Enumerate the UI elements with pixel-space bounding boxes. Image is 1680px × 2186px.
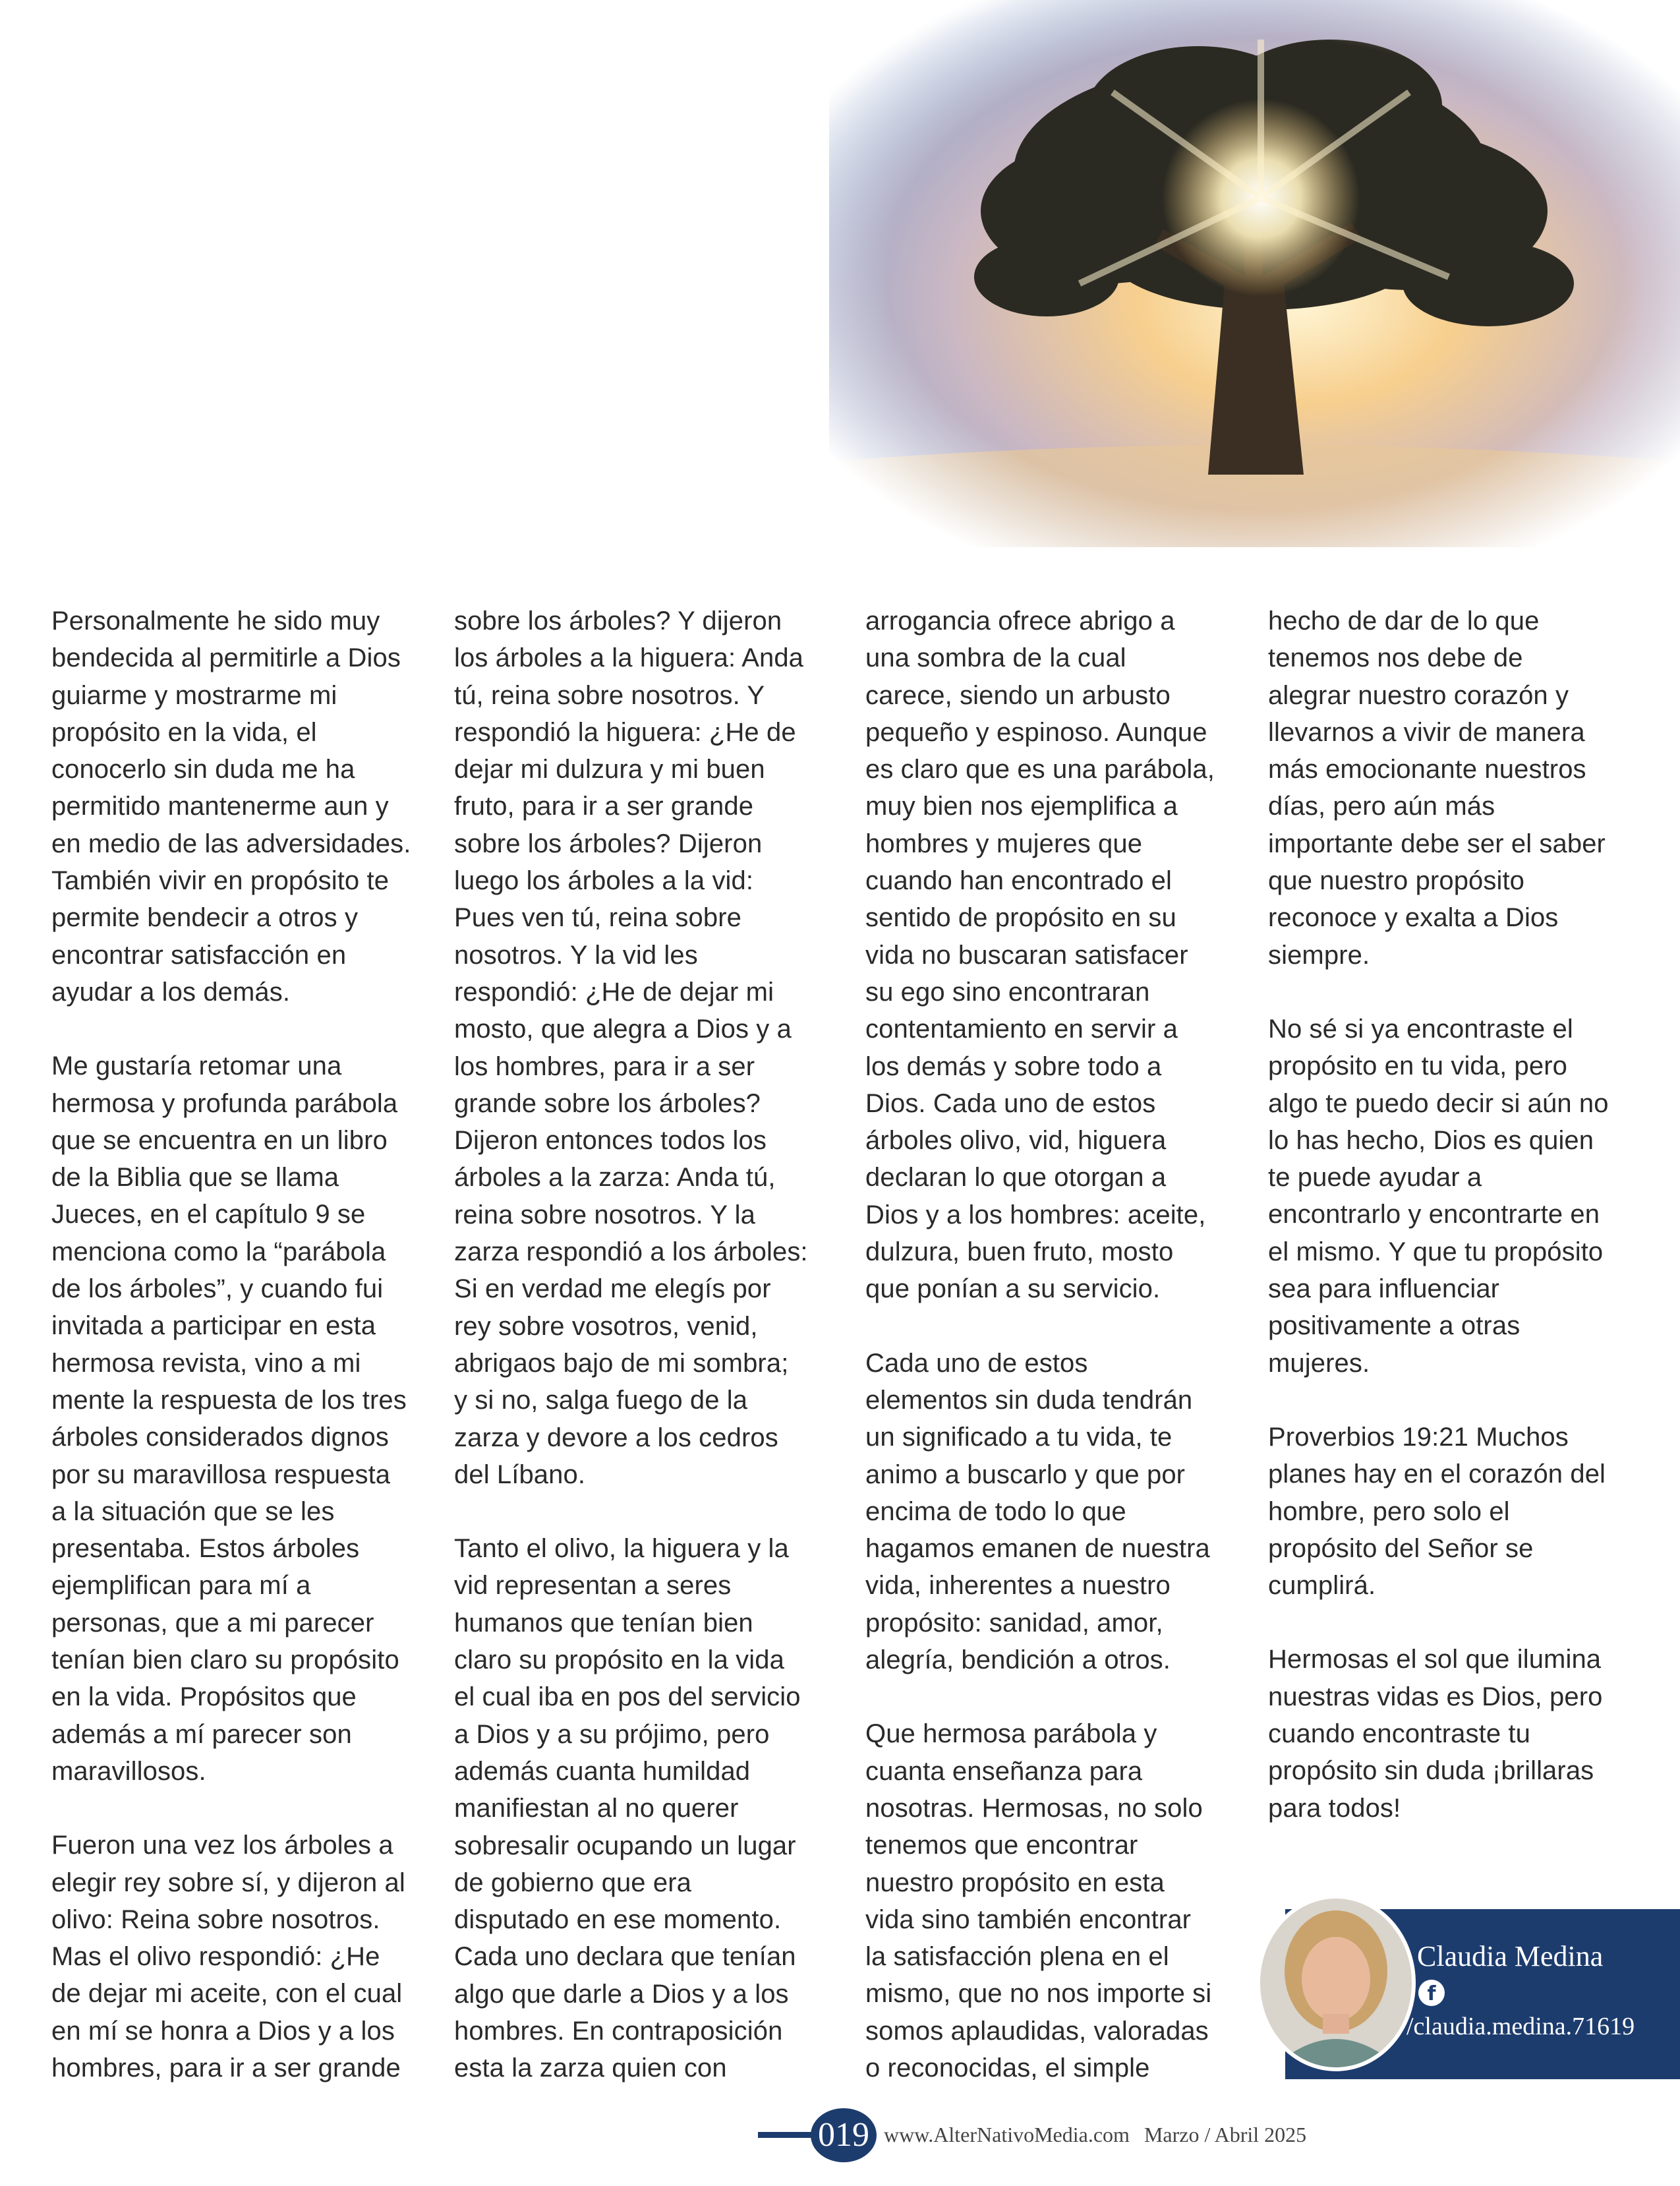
paragraph: Tanto el olivo, la higuera y la vid representan a seres humanos que tenían bien claro su propósito en la vida el cual iba en pos del servicio a Dios y a su prójimo, pero además cuanta humildad manifiestan al no querer sobresalir ocupando un lugar de gobierno que era disputado en ese momento. Cada uno declara que tenían algo que darle a Dios y a los hombres. En contraposición esta la zarza quien con	[454, 1534, 801, 2083]
author-name: Claudia Medina	[1417, 1940, 1604, 1972]
article-column-3	[865, 603, 1254, 2086]
footer-rule	[758, 2132, 819, 2138]
paragraph: Hermosas el sol que ilumina nuestras vidas es Dios, pero cuando encontraste tu propósito sin duda ¡brillaras para todos!	[1268, 1645, 1603, 1823]
paragraph: arrogancia ofrece abrigo a una sombra de la cual carece, siendo un arbusto pequeño y espinoso. Aunque es claro que es una parábola, muy bien nos ejemplifica a hombres y mujeres que cuando han encontrado el sentido de propósito en su vida no buscaran satisfacer su ego sino encontraran contentamiento en servir a los demás y sobre todo a Dios. Cada uno de estos árboles olivo, vid, higuera declaran lo que otorgan a Dios y a los hombres: aceite, dulzura, buen fruto, mosto que ponían a su servicio.	[865, 606, 1215, 1304]
paragraph: Que hermosa parábola y cuanta enseñanza para nosotras. Hermosas, no solo tenemos que encontrar nuestro propósito en esta vida sino también encontrar la satisfacción plena en el mismo, que no nos importe si somos aplaudidas, valoradas o reconocidas, el simple	[865, 1719, 1212, 2083]
paragraph: sobre los árboles? Y dijeron los árboles a la higuera: Anda tú, reina sobre nosotros. Y respondió la higuera: ¿He de dejar mi dulzura y mi buen fruto, para ir a ser grande sobre los árboles? Dijeron luego los árboles a la vid: Pues ven tú, reina sobre nosotros. Y la vid les respondió: ¿He de dejar mi mosto, que alegra a Dios y a los hombres, para ir a ser grande sobre los árboles? Dijeron entonces todos los árboles a la zarza: Anda tú, reina sobre nosotros. Y la zarza respondió a los árboles: Si en verdad me elegís por rey sobre vosotros, venid, abrigaos bajo de mi sombra; y si no, salga fuego de la zarza y devore a los cedros del Líbano.	[454, 606, 808, 1489]
article-column-2	[454, 603, 843, 2087]
author-facebook-link[interactable]: /claudia.medina.71619	[1406, 2013, 1635, 2040]
footer-info	[884, 2123, 1316, 2147]
paragraph: Fueron una vez los árboles a elegir rey sobre sí, y dijeron al olivo: Reina sobre nosotros. Mas el olivo respondió: ¿He de dejar mi aceite, con el cual en mí se honra a Dios y a los hombres, para ir a ser grande	[51, 1831, 405, 2083]
tree-sunset-image	[829, 0, 1680, 547]
paragraph: hecho de dar de lo que tenemos nos debe de alegrar nuestro corazón y llevarnos a vivir de manera más emocionante nuestros días, pero aún más importante debe ser el saber que nuestro propósito reconoce y exalta a Dios siempre.	[1268, 606, 1606, 970]
footer-website[interactable]: www.AlterNativoMedia.com	[884, 2123, 1130, 2146]
paragraph: Me gustaría retomar una hermosa y profunda parábola que se encuentra en un libro de la Biblia que se llama Jueces, en el capítulo 9 se menciona como la “parábola de los árboles”, y cuando fui invitada a participar en esta hermosa revista, vino a mi mente la respuesta de los tres árboles considerados dignos por su maravillosa respuesta a la situación que se les presentaba. Estos árboles ejemplifican para mí a personas, que a mi parecer tenían bien claro su propósito en la vida. Propósitos que además a mí parecer son maravillosos.	[51, 1051, 407, 1786]
paragraph: Personalmente he sido muy bendecida al permitirle a Dios guiarme y mostrarme mi propósito en la vida, el conocerlo sin duda me ha permitido mantenerme aun y en medio de las adversidades. También vivir en propósito te permite bendecir a otros y encontrar satisfacción en ayudar a los demás.	[51, 606, 411, 1007]
footer-issue: Marzo / Abril 2025	[1144, 2123, 1307, 2146]
article-column-4	[1268, 603, 1657, 1827]
article-column-1	[51, 603, 440, 2086]
paragraph: Cada uno de estos elementos sin duda tendrán un significado a tu vida, te animo a buscarlo y que por encima de todo lo que hagamos emanen de nuestra vida, inherentes a nuestro propósito: sanidad, amor, alegría, bendición a otros.	[865, 1348, 1210, 1675]
facebook-icon[interactable]: f	[1418, 1980, 1445, 2006]
page-number: 019	[811, 2108, 877, 2162]
paragraph: No sé si ya encontraste el propósito en tu vida, pero algo te puedo decir si aún no lo has hecho, Dios es quien te puede ayudar a encontrarlo y encontrarte en el mismo. Y que tu propósito sea para influenciar positivamente a otras mujeres.	[1268, 1014, 1609, 1378]
author-portrait-image	[1260, 1899, 1412, 2067]
author-avatar	[1260, 1899, 1412, 2067]
paragraph: Proverbios 19:21 Muchos planes hay en el corazón del hombre, pero solo el propósito del Señor se cumplirá.	[1268, 1422, 1606, 1601]
